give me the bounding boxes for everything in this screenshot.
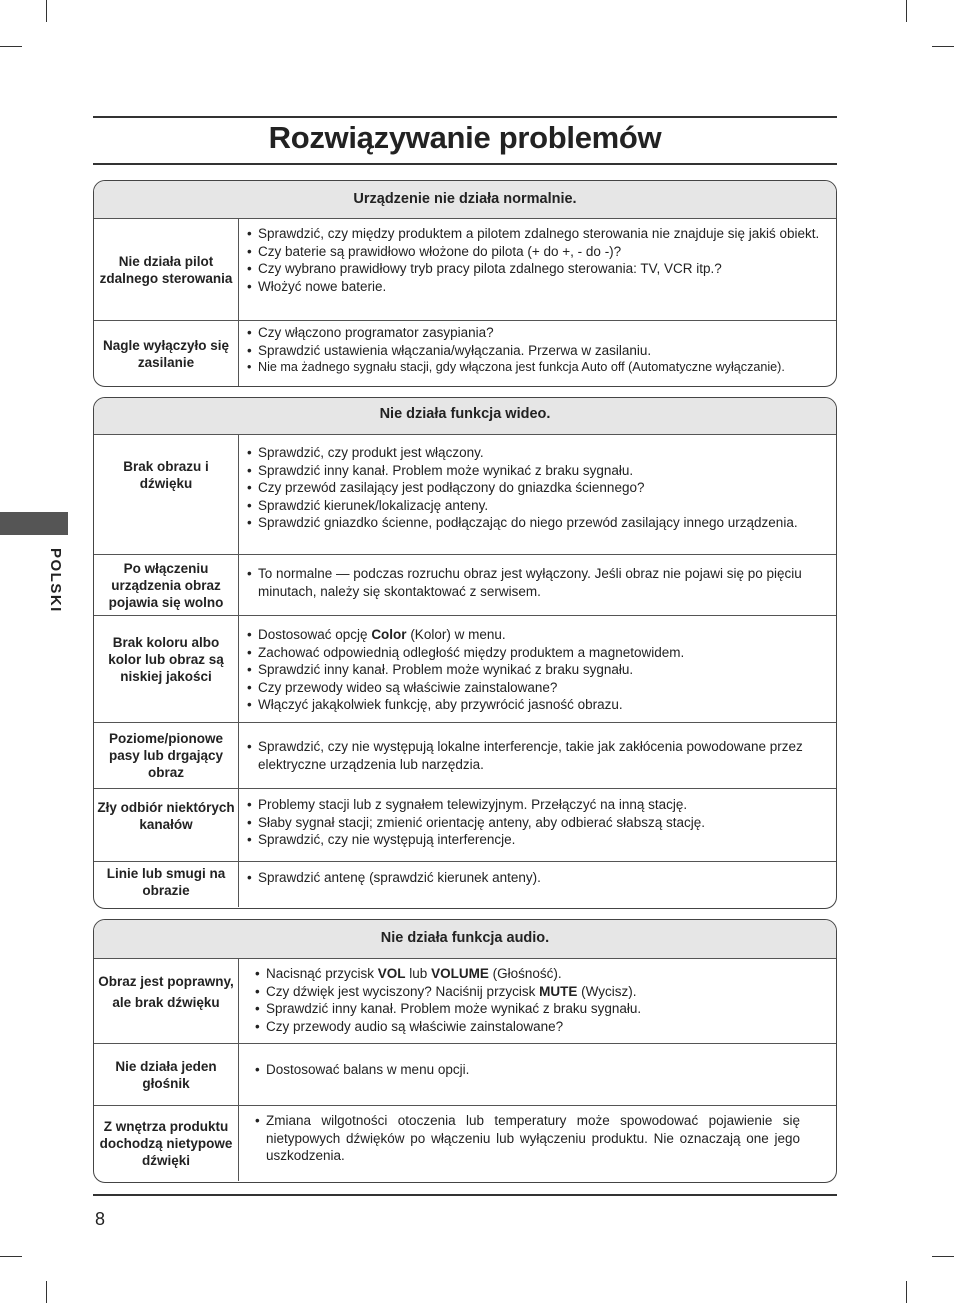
table-row bbox=[94, 615, 836, 722]
solution-cell bbox=[239, 1044, 836, 1105]
solution-item bbox=[255, 965, 830, 983]
crop-mark bbox=[906, 1281, 907, 1303]
solution-cell bbox=[239, 862, 836, 907]
crop-mark bbox=[0, 1256, 22, 1257]
table-row bbox=[94, 320, 836, 386]
crop-mark bbox=[0, 46, 22, 47]
table-row bbox=[94, 722, 836, 788]
solution-item: • Czy baterie są prawidłowo włożone do pilota (+ do +, - do -)? bbox=[247, 243, 830, 261]
volume-button-name: VOLUME bbox=[431, 966, 489, 981]
solution-item: • Czy przewód zasilający jest podłączony do gniazdka ściennego? bbox=[247, 479, 830, 497]
section-header: Urządzenie nie działa normalnie. bbox=[94, 181, 836, 219]
title-bottom-rule bbox=[93, 163, 837, 165]
solution-item: • Sprawdzić, czy nie występują interferencje. bbox=[247, 831, 830, 849]
solution-text: (Kolor) w menu. bbox=[406, 627, 506, 642]
section-header: Nie działa funkcja audio. bbox=[94, 920, 836, 959]
title-top-rule bbox=[93, 116, 837, 118]
language-label: POLSKI bbox=[47, 548, 64, 613]
solution-item: • Sprawdzić gniazdko ścienne, podłączając do niego przewód zasilający innego urządzenia. bbox=[247, 514, 830, 532]
section-audio bbox=[93, 919, 837, 1183]
solution-cell bbox=[239, 723, 836, 788]
section-normal bbox=[93, 180, 837, 387]
solution-item: • Sprawdzić, czy produkt jest włączony. bbox=[247, 444, 830, 462]
problem-label: Linie lub smugi na obrazie bbox=[94, 862, 239, 907]
table-row bbox=[94, 1105, 836, 1181]
solution-item: • Włączyć jakąkolwiek funkcję, aby przywrócić jasność obrazu. bbox=[247, 696, 830, 714]
color-option-name: Color bbox=[371, 627, 407, 642]
solution-item: • Sprawdzić kierunek/lokalizację anteny. bbox=[247, 497, 830, 515]
problem-label: Po włączeniu urządzenia obraz pojawia się wolno bbox=[94, 555, 239, 615]
table-row bbox=[94, 435, 836, 554]
solution-item: • Problemy stacji lub z sygnałem telewizyjnym. Przełączyć na inną stację. bbox=[247, 796, 830, 814]
solution-text: (Głośność). bbox=[488, 966, 562, 981]
footer-rule bbox=[93, 1194, 837, 1196]
solution-cell bbox=[239, 555, 836, 615]
solution-cell bbox=[239, 959, 836, 1043]
page-title: Rozwiązywanie problemów bbox=[268, 120, 662, 155]
solution-text: Dostosować opcję bbox=[258, 627, 372, 642]
vol-button-name: VOL bbox=[377, 966, 406, 981]
crop-mark bbox=[932, 46, 954, 47]
problem-label: Z wnętrza produktu dochodzą nietypowe dźwięki bbox=[94, 1106, 239, 1181]
solution-item: • To normalne — podczas rozruchu obraz jest wyłączony. Jeśli obraz nie pojawi się po pięciu minutach, należy się skontaktować z serwisem. bbox=[247, 565, 830, 600]
problem-label: Nie działa jeden głośnik bbox=[94, 1044, 239, 1105]
crop-mark bbox=[906, 0, 907, 22]
solution-cell bbox=[239, 1106, 836, 1181]
solution-item: • Włożyć nowe baterie. bbox=[247, 278, 830, 296]
table-row bbox=[94, 554, 836, 615]
solution-item bbox=[247, 626, 830, 644]
crop-mark bbox=[932, 1256, 954, 1257]
solution-item bbox=[255, 983, 830, 1001]
solution-text: Nacisnąć przycisk bbox=[266, 966, 378, 981]
solution-item: • Czy przewody wideo są właściwie zainstalowane? bbox=[247, 679, 830, 697]
solution-cell bbox=[239, 789, 836, 861]
table-row bbox=[94, 959, 836, 1043]
solution-item: • Czy włączono programator zasypiania? bbox=[247, 324, 830, 342]
solution-text: (Wycisz). bbox=[577, 983, 637, 999]
solution-item: • Sprawdzić, czy nie występują lokalne interferencje, takie jak zakłócenia powodowane przez elektryczne urządzenia lub narzędzia. bbox=[247, 738, 830, 773]
solution-cell bbox=[239, 321, 836, 386]
solution-item: • Sprawdzić inny kanał. Problem może wynikać z braku sygnału. bbox=[247, 661, 830, 679]
problem-label: Brak obrazu i dźwięku bbox=[94, 435, 239, 554]
solution-item: • Dostosować balans w menu opcji. bbox=[255, 1061, 830, 1079]
table-row bbox=[94, 788, 836, 861]
solution-cell bbox=[239, 219, 836, 320]
crop-mark bbox=[46, 1281, 47, 1303]
solution-item: • Sprawdzić ustawienia włączania/wyłączania. Przerwa w zasilaniu. bbox=[247, 342, 830, 360]
section-header: Nie działa funkcja wideo. bbox=[94, 398, 836, 435]
solution-cell bbox=[239, 616, 836, 722]
solution-item: • Sprawdzić antenę (sprawdzić kierunek anteny). bbox=[247, 869, 830, 887]
crop-mark bbox=[46, 0, 47, 22]
page-number: 8 bbox=[95, 1209, 106, 1229]
problem-label: Poziome/pionowe pasy lub drgający obraz bbox=[94, 723, 239, 788]
problem-label: Obraz jest poprawny, ale brak dźwięku bbox=[94, 959, 239, 1043]
solution-text: lub bbox=[405, 966, 432, 981]
table-row bbox=[94, 861, 836, 907]
solution-item: • Nie ma żadnego sygnału stacji, gdy włączona jest funkcja Auto off (Automatyczne wyłączanie). bbox=[247, 359, 830, 377]
solution-item: • Sprawdzić inny kanał. Problem może wynikać z braku sygnału. bbox=[255, 1000, 830, 1018]
solution-item: • Zmiana wilgotności otoczenia lub temperatury może spowodować pojawienie się nietypowych dźwięków po włączeniu lub wyłączeniu produktu. Nie oznaczają one jego uszkodzenia. bbox=[255, 1112, 800, 1165]
solution-item: • Sprawdzić inny kanał. Problem może wynikać z braku sygnału. bbox=[247, 462, 830, 480]
solution-item: • Sprawdzić, czy między produktem a pilotem zdalnego sterowania nie znajduje się jakiś obiekt. bbox=[247, 225, 830, 243]
solution-text: Czy dźwięk jest wyciszony? Naciśnij przycisk bbox=[266, 983, 540, 999]
table-row bbox=[94, 219, 836, 320]
mute-button-name: MUTE bbox=[539, 983, 578, 999]
problem-label: Nie działa pilot zdalnego sterowania bbox=[94, 219, 239, 320]
language-tab-marker bbox=[0, 512, 68, 535]
solution-item: • Czy wybrano prawidłowy tryb pracy pilota zdalnego sterowania: TV, VCR itp.? bbox=[247, 260, 830, 278]
problem-label: Brak koloru albo kolor lub obraz są niskiej jakości bbox=[94, 616, 239, 722]
solution-item: • Czy przewody audio są właściwie zainstalowane? bbox=[255, 1018, 830, 1036]
problem-label: Nagle wyłączyło się zasilanie bbox=[94, 321, 239, 386]
table-row bbox=[94, 1043, 836, 1105]
solution-item: • Zachować odpowiednią odległość między produktem a magnetowidem. bbox=[247, 644, 830, 662]
problem-label: Zły odbiór niektórych kanałów bbox=[94, 789, 239, 861]
solution-item: • Słaby sygnał stacji; zmienić orientację anteny, aby odbierać słabszą stację. bbox=[247, 814, 830, 832]
solution-cell bbox=[239, 435, 836, 554]
section-video bbox=[93, 397, 837, 909]
